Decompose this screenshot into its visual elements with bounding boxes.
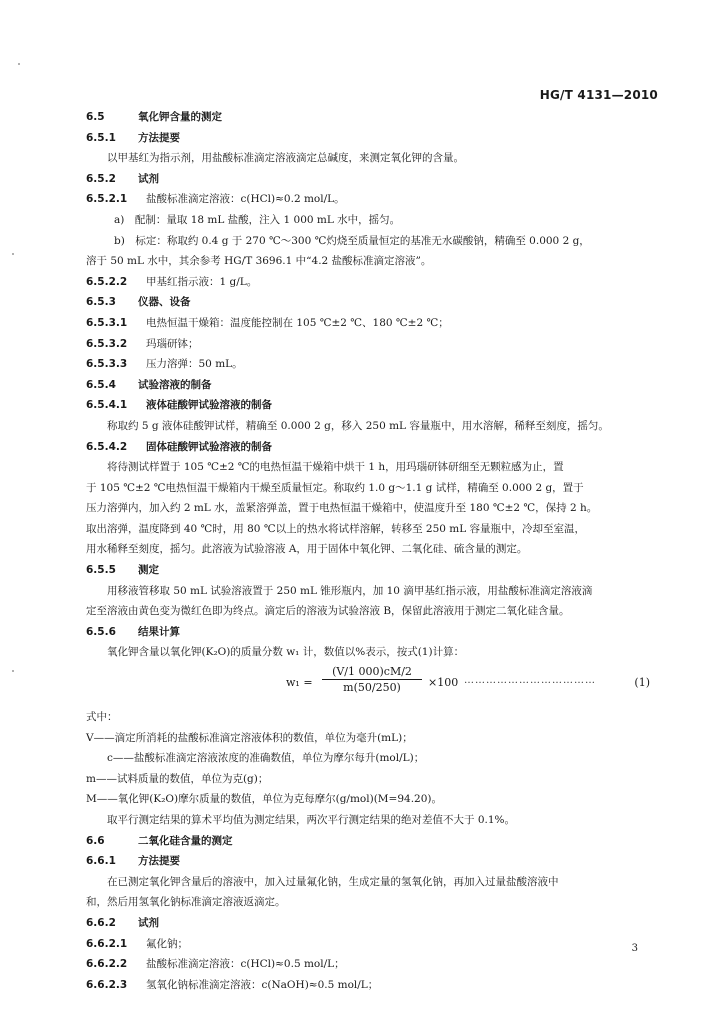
- clause: 6.6.2.1 氟化钠；: [86, 937, 188, 950]
- page-number: 3: [631, 943, 638, 954]
- section-heading: 6.5.5 测定: [86, 564, 159, 577]
- section-heading: 6.5.4.1 液体硅酸钾试验溶液的制备: [86, 399, 272, 412]
- section-heading: 6.5.1 方法提要: [86, 131, 180, 144]
- clause: 6.6.2.2 盐酸标准滴定溶液：c(HCl)≈0.5 mol/L；: [86, 958, 345, 971]
- paragraph-line: 取出溶弹，温度降到 40 ℃时，用 80 ℃以上的热水将试样溶解，转移至 250 mL 容量瓶中，冷却至室温，: [86, 522, 586, 535]
- section-heading: 6.5 氧化钾含量的测定: [86, 111, 222, 123]
- scan-mark: [18, 63, 20, 65]
- formula-1: [86, 663, 656, 707]
- section-heading: 6.5.4 试验溶液的制备: [86, 378, 212, 391]
- section-heading: 6.5.6 结果计算: [86, 625, 180, 638]
- formula-leader-dots: ………………………………: [464, 675, 596, 687]
- paragraph-line: 和，然后用氢氧化钠标准滴定溶液返滴定。: [86, 896, 286, 909]
- paragraph: 氧化钾含量以氧化钾(K₂O)的质量分数 w₁ 计，数值以%表示，按式(1)计算：: [107, 646, 465, 659]
- formula-fraction: [322, 665, 422, 694]
- paragraph-line: 压力溶弹内，加入约 2 mL 水，盖紧溶弹盖，置于电热恒温干燥箱中，使温度升至 180 ℃±2 ℃，保持 2 h。: [86, 502, 598, 515]
- section-heading: 6.6.2 试剂: [86, 916, 159, 929]
- paragraph-line: 将待测试样置于 105 ℃±2 ℃的电热恒温干燥箱中烘干 1 h，用玛瑙研钵研细至无颗粒感为止，置: [107, 461, 564, 474]
- paragraph: 取平行测定结果的算术平均值为测定结果，两次平行测定结果的绝对差值不大于 0.1%。: [107, 814, 516, 826]
- paragraph-line: 用移液管移取 50 mL 试验溶液置于 250 mL 锥形瓶内，加 10 滴甲基红指示液，用盐酸标准滴定溶液滴: [107, 584, 593, 597]
- paragraph-continuation: 溶于 50 mL 水中，其余参考 HG/T 3696.1 中“4.2 盐酸标准滴定溶液”。: [86, 255, 432, 268]
- standard-number: HG/T 4131—2010: [539, 88, 658, 102]
- variable-definition: c——盐酸标准滴定溶液浓度的准确数值，单位为摩尔每升(mol/L)；: [107, 752, 425, 765]
- section-heading: 6.5.3 仪器、设备: [86, 296, 191, 309]
- variable-definition: V——滴定所消耗的盐酸标准滴定溶液体积的数值，单位为毫升(mL)；: [86, 731, 413, 744]
- paragraph-line: 用水稀释至刻度，摇匀。此溶液为试验溶液 A，用于固体中氧化钾、二氧化硅、硫含量的测定。: [86, 543, 528, 556]
- paragraph: 以甲基红为指示剂，用盐酸标准滴定溶液滴定总碱度，来测定氧化钾的含量。: [107, 152, 464, 165]
- section-heading: 6.5.2 试剂: [86, 172, 159, 185]
- paragraph: 称取约 5 g 液体硅酸钾试样，精确至 0.000 2 g，移入 250 mL 容量瓶中，用水溶解，稀释至刻度，摇匀。: [107, 419, 609, 432]
- clause: 6.5.2.2 甲基红指示液：1 g/L。: [86, 275, 258, 288]
- clause: 6.5.2.1 盐酸标准滴定溶液：c(HCl)≈0.2 mol/L。: [86, 193, 345, 206]
- where-label: 式中：: [86, 711, 118, 724]
- variable-definition: m——试料质量的数值，单位为克(g)；: [86, 772, 269, 785]
- section-heading: 6.5.4.2 固体硅酸钾试验溶液的制备: [86, 440, 272, 453]
- document-body: [86, 107, 656, 995]
- paragraph-line: 定至溶液由黄色变为微红色即为终点。滴定后的溶液为试验溶液 B，保留此溶液用于测定二氧化硅含量。: [86, 605, 570, 618]
- section-heading: 6.6.1 方法提要: [86, 855, 180, 868]
- list-item: a) 配制：量取 18 mL 盐酸，注入 1 000 mL 水中，摇匀。: [114, 213, 401, 226]
- list-item: b) 标定：称取约 0.4 g 于 270 ℃～300 ℃灼烧至质量恒定的基准无水碳酸钠，精确至 0.000 2 g，: [114, 234, 590, 247]
- scan-mark: [12, 670, 14, 672]
- formula-denominator: m(50/250): [343, 681, 401, 695]
- paragraph-line: 于 105 ℃±2 ℃电热恒温干燥箱内干燥至质量恒定。称取约 1.0 g～1.1 g 试样，精确至 0.000 2 g，置于: [86, 481, 584, 494]
- formula-numerator: (V/1 000)cM/2: [322, 665, 422, 680]
- section-heading: 6.6 二氧化硅含量的测定: [86, 834, 233, 847]
- variable-definition: M——氧化钾(K₂O)摩尔质量的数值，单位为克每摩尔(g/mol)(M=94.20)。: [86, 793, 442, 806]
- clause: 6.5.3.3 压力溶弹：50 mL。: [86, 358, 243, 371]
- formula-multiplier: ×100: [428, 676, 459, 690]
- paragraph-line: 在已测定氧化钾含量后的溶液中，加入过量氟化钠，生成定量的氢氧化钠，再加入过量盐酸溶液中: [107, 875, 559, 888]
- scan-mark: [12, 253, 14, 255]
- clause: 6.6.2.3 氢氧化钠标准滴定溶液：c(NaOH)≈0.5 mol/L；: [86, 978, 379, 991]
- clause: 6.5.3.2 玛瑙研钵；: [86, 337, 199, 350]
- formula-equation-number: (1): [634, 676, 650, 690]
- formula-lhs: w₁ =: [286, 676, 313, 690]
- clause: 6.5.3.1 电热恒温干燥箱：温度能控制在 105 ℃±2 ℃、180 ℃±2 ℃；: [86, 316, 449, 329]
